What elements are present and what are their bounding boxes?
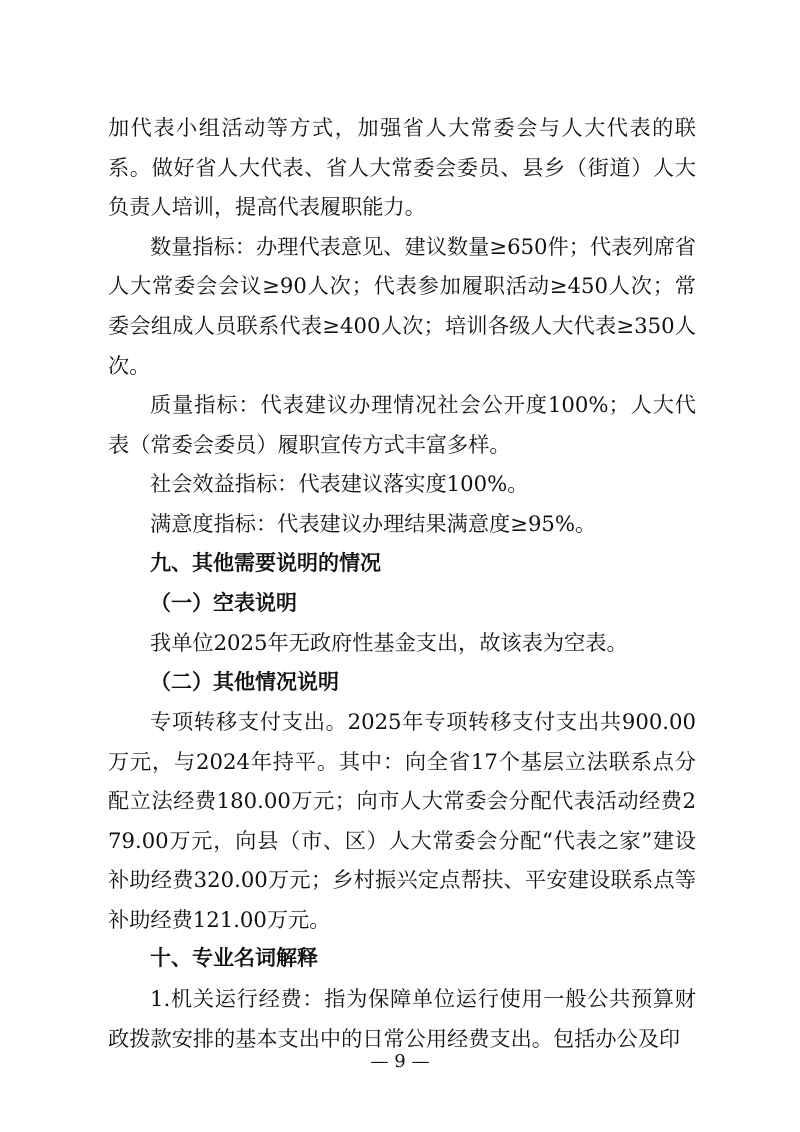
paragraph-term-operating-expenses: 1.机关运行经费：指为保障单位运行使用一般公共预算财政拨款安排的基本支出中的日常公用经费支出。包括办公及印 — [108, 986, 696, 1051]
document-body — [108, 108, 696, 1058]
section-heading-other-notes: 九、其他需要说明的情况 — [150, 550, 381, 575]
paragraph-quality-indicators: 质量指标：代表建议办理情况社会公开度100%；人大代表（常委会委员）履职宣传方式丰富多样。 — [108, 392, 696, 457]
section-heading-terms: 十、专业名词解释 — [150, 946, 318, 971]
paragraph-social-benefit-indicators: 社会效益指标：代表建议落实度100%。 — [150, 471, 529, 497]
subsection-heading-empty-table: （一）空表说明 — [150, 590, 297, 616]
paragraph-representative-contact: 加代表小组活动等方式，加强省人大常委会与人大代表的联系。做好省人大代表、省人大常委会委员、县乡（街道）人大负责人培训，提高代表履职能力。 — [108, 115, 696, 220]
paragraph-empty-table-note: 我单位2025年无政府性基金支出，故该表为空表。 — [150, 629, 628, 655]
paragraph-special-transfer-payments: 专项转移支付支出。2025年专项转移支付支出共900.00万元，与2024年持平。其中：向全省17个基层立法联系点分配立法经费180.00万元；向市人大常委会分配代表活动经费279.00万元，向县（市、区）人大常委会分配“代表之家”建设补助经费320.00万元；乡村振兴定点帮扶、平安建设联系点等补助经费121.00万元。 — [108, 708, 696, 932]
paragraph-quantity-indicators: 数量指标：办理代表意见、建议数量≥650件；代表列席省人大常委会会议≥90人次；代表参加履职活动≥450人次；常委会组成人员联系代表≥400人次；培训各级人大代表≥350人次。 — [108, 233, 696, 378]
paragraph-satisfaction-indicators: 满意度指标：代表建议办理结果满意度≥95%。 — [150, 510, 597, 536]
page-number: — 9 — — [370, 1051, 430, 1072]
subsection-heading-other-info: （二）其他情况说明 — [150, 669, 339, 695]
